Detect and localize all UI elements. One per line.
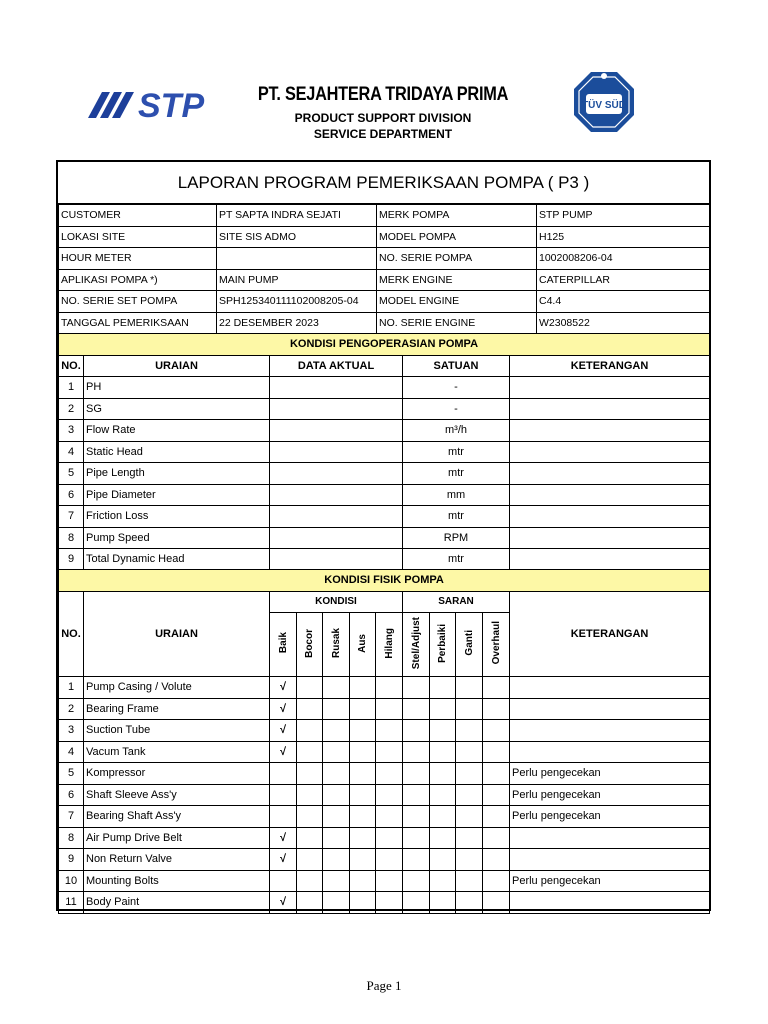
tuv-certification-logo — [572, 70, 636, 134]
baik-check: √ — [270, 698, 297, 720]
row-satuan: mtr — [403, 549, 510, 571]
condition-cell — [297, 870, 323, 892]
condition-cell — [376, 892, 403, 914]
condition-cell — [350, 892, 376, 914]
condition-cell — [430, 741, 456, 763]
row-keterangan — [510, 527, 710, 549]
col-header-no: NO. — [59, 355, 84, 377]
condition-cell — [456, 720, 483, 742]
row-data-aktual — [270, 398, 403, 420]
condition-cell — [323, 827, 350, 849]
row-uraian: Pipe Diameter — [84, 484, 270, 506]
condition-cell — [483, 698, 510, 720]
info-row — [59, 226, 710, 248]
condition-cell — [376, 741, 403, 763]
condition-cell — [350, 849, 376, 871]
condition-cell — [403, 784, 430, 806]
baik-check: √ — [270, 892, 297, 914]
baik-check — [270, 806, 297, 828]
col-header-data-aktual: DATA AKTUAL — [270, 355, 403, 377]
kondisi-col-header — [350, 613, 376, 677]
row-data-aktual — [270, 441, 403, 463]
row-keterangan — [510, 441, 710, 463]
row-data-aktual — [270, 377, 403, 399]
condition-cell — [376, 784, 403, 806]
condition-cell — [403, 892, 430, 914]
row-uraian: Suction Tube — [84, 720, 270, 742]
baik-check — [270, 784, 297, 806]
condition-cell — [483, 720, 510, 742]
row-data-aktual — [270, 484, 403, 506]
department-name: SERVICE DEPARTMENT — [313, 127, 453, 141]
physical-section-title: KONDISI FISIK POMPA — [59, 570, 710, 592]
operation-row — [59, 463, 710, 485]
row-number: 2 — [59, 698, 84, 720]
saran-col-label: Overhaul — [490, 621, 502, 665]
condition-cell — [456, 698, 483, 720]
operation-table — [58, 333, 710, 571]
info-label: MODEL ENGINE — [377, 291, 537, 313]
condition-cell — [483, 827, 510, 849]
physical-condition-table — [58, 569, 710, 914]
row-number: 11 — [59, 892, 84, 914]
physical-row — [59, 698, 710, 720]
row-keterangan — [510, 677, 710, 699]
condition-cell — [323, 741, 350, 763]
condition-cell — [350, 720, 376, 742]
info-value: STP PUMP — [537, 205, 710, 227]
row-keterangan — [510, 698, 710, 720]
row-number: 1 — [59, 377, 84, 399]
condition-cell — [430, 806, 456, 828]
saran-col-label: Ganti — [463, 630, 475, 656]
condition-cell — [483, 763, 510, 785]
info-value: PT SAPTA INDRA SEJATI — [217, 205, 377, 227]
condition-cell — [297, 677, 323, 699]
condition-cell — [297, 806, 323, 828]
condition-cell — [483, 849, 510, 871]
condition-cell — [430, 892, 456, 914]
info-value: SPH125340111102008205-04 — [217, 291, 377, 313]
row-uraian: Air Pump Drive Belt — [84, 827, 270, 849]
condition-cell — [297, 741, 323, 763]
row-number: 8 — [59, 527, 84, 549]
condition-cell — [350, 784, 376, 806]
condition-cell — [323, 784, 350, 806]
info-row — [59, 312, 710, 334]
info-table — [58, 204, 710, 334]
row-number: 3 — [59, 420, 84, 442]
condition-cell — [297, 849, 323, 871]
physical-row — [59, 849, 710, 871]
operation-section-title: KONDISI PENGOPERASIAN POMPA — [59, 334, 710, 356]
info-value — [217, 248, 377, 270]
condition-cell — [297, 698, 323, 720]
baik-check: √ — [270, 677, 297, 699]
info-label: MERK ENGINE — [377, 269, 537, 291]
operation-row — [59, 527, 710, 549]
info-value: C4.4 — [537, 291, 710, 313]
row-number: 6 — [59, 484, 84, 506]
row-uraian: Mounting Bolts — [84, 870, 270, 892]
condition-cell — [430, 784, 456, 806]
saran-col-header — [456, 613, 483, 677]
operation-row — [59, 441, 710, 463]
physical-row — [59, 806, 710, 828]
info-value: 22 DESEMBER 2023 — [217, 312, 377, 334]
condition-cell — [430, 870, 456, 892]
row-number: 7 — [59, 806, 84, 828]
condition-cell — [297, 784, 323, 806]
row-keterangan — [510, 377, 710, 399]
kondisi-col-label: Aus — [357, 633, 368, 653]
info-value: MAIN PUMP — [217, 269, 377, 291]
condition-cell — [376, 698, 403, 720]
row-number: 3 — [59, 720, 84, 742]
condition-cell — [323, 849, 350, 871]
row-keterangan: Perlu pengecekan — [510, 784, 710, 806]
row-number: 8 — [59, 827, 84, 849]
physical-row — [59, 763, 710, 785]
info-label: NO. SERIE ENGINE — [377, 312, 537, 334]
row-uraian: Kompressor — [84, 763, 270, 785]
info-label: LOKASI SITE — [59, 226, 217, 248]
info-label: NO. SERIE SET POMPA — [59, 291, 217, 313]
row-number: 6 — [59, 784, 84, 806]
kondisi-col-label: Baik — [277, 632, 289, 654]
condition-cell — [403, 806, 430, 828]
row-keterangan: Perlu pengecekan — [510, 806, 710, 828]
condition-cell — [430, 698, 456, 720]
row-keterangan — [510, 420, 710, 442]
row-data-aktual — [270, 549, 403, 571]
condition-cell — [430, 827, 456, 849]
condition-cell — [350, 763, 376, 785]
row-keterangan — [510, 827, 710, 849]
saran-col-label: Perbaiki — [437, 623, 448, 663]
row-uraian: Bearing Frame — [84, 698, 270, 720]
col-header-keterangan: KETERANGAN — [510, 591, 710, 677]
condition-cell — [323, 892, 350, 914]
condition-cell — [456, 741, 483, 763]
condition-cell — [323, 870, 350, 892]
physical-row — [59, 827, 710, 849]
operation-row — [59, 420, 710, 442]
condition-cell — [483, 892, 510, 914]
kondisi-col-label: Rusak — [330, 627, 342, 658]
condition-cell — [456, 870, 483, 892]
row-number: 2 — [59, 398, 84, 420]
condition-cell — [403, 741, 430, 763]
condition-cell — [483, 806, 510, 828]
condition-cell — [403, 720, 430, 742]
row-keterangan — [510, 463, 710, 485]
operation-row — [59, 398, 710, 420]
condition-cell — [323, 720, 350, 742]
physical-row — [59, 720, 710, 742]
row-keterangan — [510, 892, 710, 914]
kondisi-col-label: Bocor — [304, 628, 315, 658]
row-keterangan — [510, 741, 710, 763]
condition-cell — [456, 784, 483, 806]
condition-cell — [297, 720, 323, 742]
row-number: 9 — [59, 549, 84, 571]
physical-row — [59, 892, 710, 914]
condition-cell — [376, 849, 403, 871]
row-number: 9 — [59, 849, 84, 871]
row-number: 1 — [59, 677, 84, 699]
operation-row — [59, 377, 710, 399]
form-title: LAPORAN PROGRAM PEMERIKSAAN POMPA ( P3 ) — [58, 162, 709, 204]
row-satuan: RPM — [403, 527, 510, 549]
row-uraian: SG — [84, 398, 270, 420]
row-uraian: PH — [84, 377, 270, 399]
physical-row — [59, 677, 710, 699]
col-header-keterangan: KETERANGAN — [510, 355, 710, 377]
info-row — [59, 291, 710, 313]
info-label: NO. SERIE POMPA — [377, 248, 537, 270]
info-value: CATERPILLAR — [537, 269, 710, 291]
condition-cell — [323, 763, 350, 785]
row-uraian: Pump Casing / Volute — [84, 677, 270, 699]
row-uraian: Vacum Tank — [84, 741, 270, 763]
condition-cell — [430, 677, 456, 699]
condition-cell — [376, 763, 403, 785]
condition-cell — [297, 892, 323, 914]
row-uraian: Pipe Length — [84, 463, 270, 485]
condition-cell — [323, 806, 350, 828]
col-header-uraian: URAIAN — [84, 355, 270, 377]
info-row — [59, 205, 710, 227]
col-header-uraian: URAIAN — [84, 591, 270, 677]
baik-check — [270, 870, 297, 892]
row-uraian: Total Dynamic Head — [84, 549, 270, 571]
condition-cell — [323, 698, 350, 720]
kondisi-col-header — [270, 613, 297, 677]
row-uraian: Static Head — [84, 441, 270, 463]
row-number: 5 — [59, 463, 84, 485]
saran-col-header — [430, 613, 456, 677]
row-number: 5 — [59, 763, 84, 785]
row-satuan: mtr — [403, 506, 510, 528]
row-keterangan — [510, 484, 710, 506]
condition-cell — [403, 827, 430, 849]
row-satuan: mtr — [403, 441, 510, 463]
condition-cell — [456, 849, 483, 871]
condition-cell — [376, 720, 403, 742]
row-keterangan — [510, 398, 710, 420]
saran-col-header — [403, 613, 430, 677]
condition-cell — [376, 870, 403, 892]
row-uraian: Bearing Shaft Ass'y — [84, 806, 270, 828]
physical-row — [59, 741, 710, 763]
col-header-kondisi: KONDISI — [270, 591, 403, 613]
row-keterangan — [510, 549, 710, 571]
row-data-aktual — [270, 506, 403, 528]
info-label: CUSTOMER — [59, 205, 217, 227]
baik-check: √ — [270, 827, 297, 849]
condition-cell — [403, 849, 430, 871]
condition-cell — [297, 827, 323, 849]
col-header-satuan: SATUAN — [403, 355, 510, 377]
condition-cell — [350, 677, 376, 699]
row-data-aktual — [270, 420, 403, 442]
physical-row — [59, 784, 710, 806]
info-label: APLIKASI POMPA *) — [59, 269, 217, 291]
info-value: H125 — [537, 226, 710, 248]
row-data-aktual — [270, 527, 403, 549]
condition-cell — [403, 870, 430, 892]
condition-cell — [456, 806, 483, 828]
info-label: MERK POMPA — [377, 205, 537, 227]
row-keterangan: Perlu pengecekan — [510, 870, 710, 892]
company-name: PT. SEJAHTERA TRIDAYA PRIMA — [257, 84, 509, 105]
saran-col-label: Stel/Adjust — [410, 616, 422, 670]
condition-cell — [350, 827, 376, 849]
col-header-no: NO. — [59, 591, 84, 677]
condition-cell — [430, 720, 456, 742]
baik-check: √ — [270, 720, 297, 742]
row-data-aktual — [270, 463, 403, 485]
row-satuan: mtr — [403, 463, 510, 485]
condition-cell — [403, 763, 430, 785]
kondisi-col-header — [376, 613, 403, 677]
row-uraian: Shaft Sleeve Ass'y — [84, 784, 270, 806]
info-value: 1002008206-04 — [537, 248, 710, 270]
condition-cell — [376, 827, 403, 849]
operation-row — [59, 549, 710, 571]
physical-row — [59, 870, 710, 892]
info-row — [59, 248, 710, 270]
row-uraian: Flow Rate — [84, 420, 270, 442]
row-uraian: Pump Speed — [84, 527, 270, 549]
row-number: 10 — [59, 870, 84, 892]
condition-cell — [350, 870, 376, 892]
condition-cell — [483, 784, 510, 806]
tuv-logo-text: TÜV SÜD — [582, 100, 626, 111]
row-satuan: - — [403, 377, 510, 399]
baik-check: √ — [270, 741, 297, 763]
condition-cell — [456, 763, 483, 785]
condition-cell — [430, 849, 456, 871]
info-row — [59, 269, 710, 291]
row-satuan: mm — [403, 484, 510, 506]
condition-cell — [376, 806, 403, 828]
condition-cell — [297, 763, 323, 785]
kondisi-col-label: Hilang — [383, 627, 395, 659]
baik-check: √ — [270, 849, 297, 871]
kondisi-col-header — [323, 613, 350, 677]
kondisi-col-header — [297, 613, 323, 677]
operation-row — [59, 484, 710, 506]
condition-cell — [403, 698, 430, 720]
condition-cell — [403, 677, 430, 699]
condition-cell — [323, 677, 350, 699]
info-value: SITE SIS ADMO — [217, 226, 377, 248]
division-name: PRODUCT SUPPORT DIVISION — [294, 111, 472, 125]
info-label: HOUR METER — [59, 248, 217, 270]
page-number: Page 1 — [366, 978, 402, 993]
condition-cell — [350, 806, 376, 828]
saran-col-header — [483, 613, 510, 677]
row-uraian: Non Return Valve — [84, 849, 270, 871]
baik-check — [270, 763, 297, 785]
condition-cell — [483, 870, 510, 892]
info-label: MODEL POMPA — [377, 226, 537, 248]
row-number: 7 — [59, 506, 84, 528]
row-keterangan — [510, 849, 710, 871]
row-number: 4 — [59, 741, 84, 763]
condition-cell — [376, 677, 403, 699]
condition-cell — [350, 741, 376, 763]
col-header-saran: SARAN — [403, 591, 510, 613]
row-uraian: Friction Loss — [84, 506, 270, 528]
operation-row — [59, 506, 710, 528]
info-value: W2308522 — [537, 312, 710, 334]
row-uraian: Body Paint — [84, 892, 270, 914]
company-header — [230, 84, 536, 142]
row-keterangan — [510, 720, 710, 742]
condition-cell — [483, 677, 510, 699]
row-satuan: m³/h — [403, 420, 510, 442]
stp-logo-text: STP — [138, 87, 205, 122]
condition-cell — [350, 698, 376, 720]
condition-cell — [456, 827, 483, 849]
row-keterangan: Perlu pengecekan — [510, 763, 710, 785]
row-number: 4 — [59, 441, 84, 463]
row-satuan: - — [403, 398, 510, 420]
condition-cell — [483, 741, 510, 763]
row-keterangan — [510, 506, 710, 528]
condition-cell — [456, 892, 483, 914]
stp-logo — [88, 84, 230, 122]
condition-cell — [456, 677, 483, 699]
inspection-form — [56, 160, 711, 911]
info-label: TANGGAL PEMERIKSAAN — [59, 312, 217, 334]
condition-cell — [430, 763, 456, 785]
